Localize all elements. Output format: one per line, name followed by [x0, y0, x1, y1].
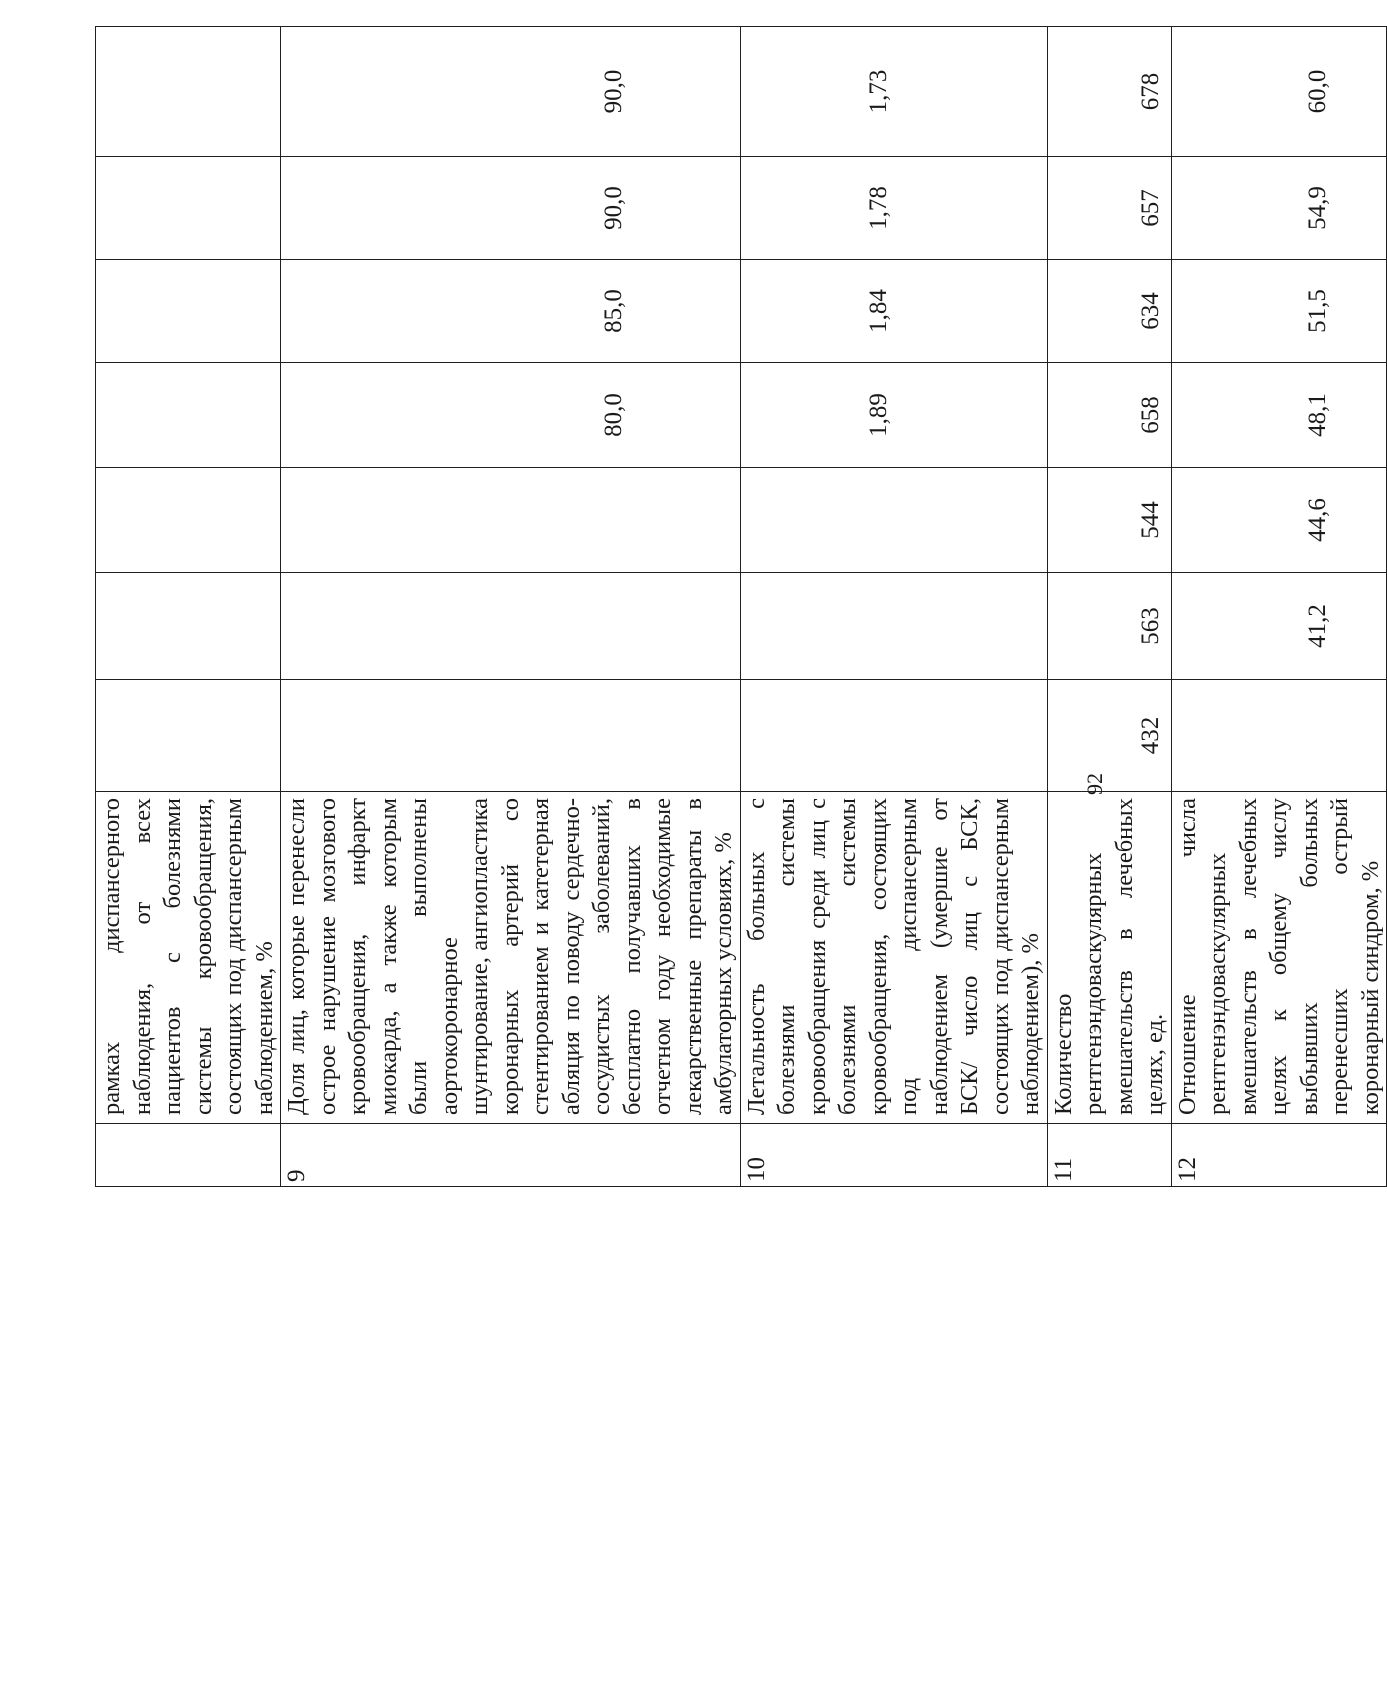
table-row [281, 27, 741, 1187]
value-cell: 563 [1047, 573, 1171, 680]
value-cell: 44,6 [1171, 468, 1387, 573]
table-row [1171, 27, 1387, 1187]
value-cell: 658 [1047, 363, 1171, 468]
page-number: 92 [1082, 773, 1107, 795]
indicator-text: Летальность больных с болезнями системы кровообращения среди лиц с болезнями системы кровообращения, состоящих под диспансерным наблюдением (умершие от БСК/ число лиц с БСК, состоящих под диспансерным наблюдением), % [740, 792, 1047, 1124]
value-cell: 678 [1047, 27, 1171, 157]
table-row [740, 27, 1047, 1187]
table-row [96, 27, 281, 1187]
row-number: 11 [1047, 1124, 1171, 1187]
value-cell: 90,0 [281, 157, 741, 260]
value-cell [96, 468, 281, 573]
value-cell: 544 [1047, 468, 1171, 573]
value-cell [96, 260, 281, 363]
value-cell [96, 573, 281, 680]
value-cell [96, 157, 281, 260]
value-cell: 634 [1047, 260, 1171, 363]
value-cell [96, 27, 281, 157]
indicators-table [95, 26, 1387, 1187]
value-cell [281, 468, 741, 573]
value-cell: 1,84 [740, 260, 1047, 363]
value-cell [740, 468, 1047, 573]
row-number: 12 [1171, 1124, 1387, 1187]
value-cell: 54,9 [1171, 157, 1387, 260]
value-cell: 51,5 [1171, 260, 1387, 363]
value-cell: 1,78 [740, 157, 1047, 260]
value-cell: 85,0 [281, 260, 741, 363]
row-number [96, 1124, 281, 1187]
value-cell [740, 680, 1047, 792]
value-cell [1171, 680, 1387, 792]
value-cell: 41,2 [1171, 573, 1387, 680]
value-cell [96, 680, 281, 792]
value-cell [740, 573, 1047, 680]
row-number: 10 [740, 1124, 1047, 1187]
value-cell [281, 680, 741, 792]
value-cell: 657 [1047, 157, 1171, 260]
value-cell: 432 [1047, 680, 1171, 792]
value-cell: 80,0 [281, 363, 741, 468]
indicator-text: Количество рентгенэндоваскулярных вмешательств в лечебных целях, ед. [1047, 792, 1171, 1124]
value-cell: 60,0 [1171, 27, 1387, 157]
value-cell: 48,1 [1171, 363, 1387, 468]
indicator-text: Доля лиц, которые перенесли острое нарушение мозгового кровообращения, инфаркт миокарда, а также которым были выполнены аортокоронарное шунтирование, ангиопластика коронарных артерий со стентированием и катетерная абляция по поводу сердечно-сосудистых заболеваний, бесплатно получавших в отчетном году необходимые лекарственные препараты в амбулаторных условиях, % [281, 792, 741, 1124]
row-number: 9 [281, 1124, 741, 1187]
table-row [1047, 27, 1171, 1187]
value-cell: 1,89 [740, 363, 1047, 468]
indicator-text: рамках диспансерного наблюдения, от всех пациентов с болезнями системы кровообращения, состоящих под диспансерным наблюдением, % [96, 792, 281, 1124]
value-cell: 90,0 [281, 27, 741, 157]
value-cell [96, 363, 281, 468]
value-cell: 1,73 [740, 27, 1047, 157]
indicator-text: Отношение числа рентгенэндоваскулярных вмешательств в лечебных целях к общему числу выбывших больных перенесших острый коронарный синдром, % [1171, 792, 1387, 1124]
value-cell [281, 573, 741, 680]
